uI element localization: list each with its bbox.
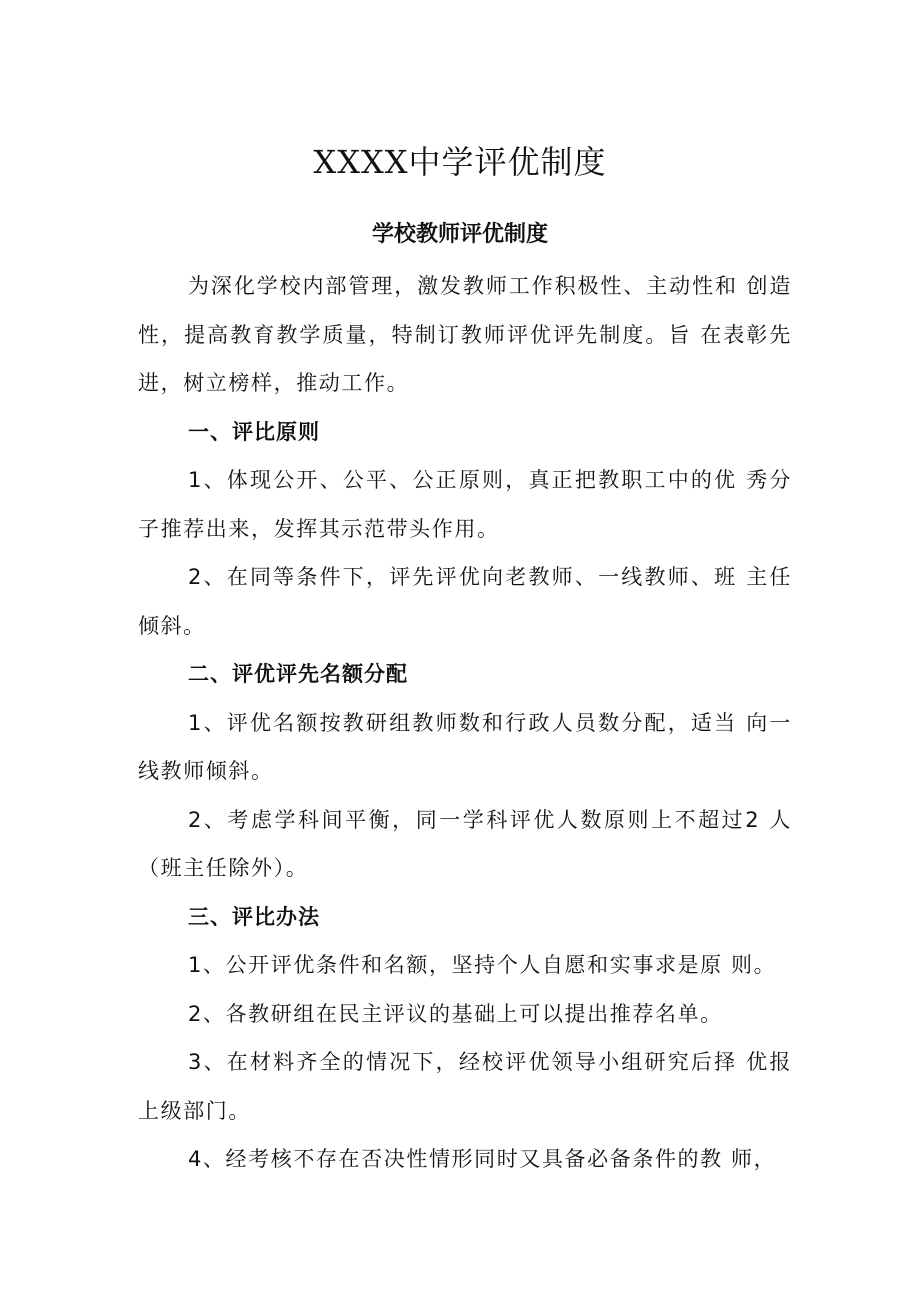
principles-item-2: 2、在同等条件下，评先评优向老教师、一线教师、班 主任倾斜。 — [138, 565, 792, 638]
methods-item-1: 1、公开评优条件和名额，坚持个人自愿和实事求是原 则。 — [188, 953, 777, 977]
section-heading-methods: 三、评比办法 — [188, 904, 320, 929]
section-heading-quota: 二、评优评先名额分配 — [188, 662, 408, 686]
principles-item-1: 1、体现公开、公平、公正原则，真正把教职工中的优 秀分子推荐出来，发挥其示范带头作用。 — [138, 468, 792, 541]
methods-item-3: 3、在材料齐全的情况下，经校评优领导小组研究后择 优报上级部门。 — [138, 1050, 792, 1123]
quota-item-1: 1、评优名额按教研组教师数和行政人员数分配，适当 向一线教师倾斜。 — [138, 710, 792, 783]
intro-paragraph: 为深化学校内部管理，激发教师工作积极性、主动性和 创造性，提高教育教学质量，特制订教师评优评先制度。旨 在表彰先进，树立榜样，推动工作。 — [138, 274, 792, 395]
methods-item-4: 4、经考核不存在否决性情形同时又具备必备条件的教 师， — [188, 1147, 777, 1171]
section-heading-principles: 一、评比原则 — [188, 419, 320, 444]
document-subtitle: 学校教师评优制度 — [371, 222, 548, 247]
document-title: XXXX中学评优制度 — [313, 143, 607, 181]
methods-item-2: 2、各教研组在民主评议的基础上可以提出推荐名单。 — [188, 1001, 723, 1026]
quota-item-2: 2、考虑学科间平衡，同一学科评优人数原则上不超过2 人（班主任除外）。 — [138, 807, 792, 880]
document-body — [138, 262, 792, 1184]
